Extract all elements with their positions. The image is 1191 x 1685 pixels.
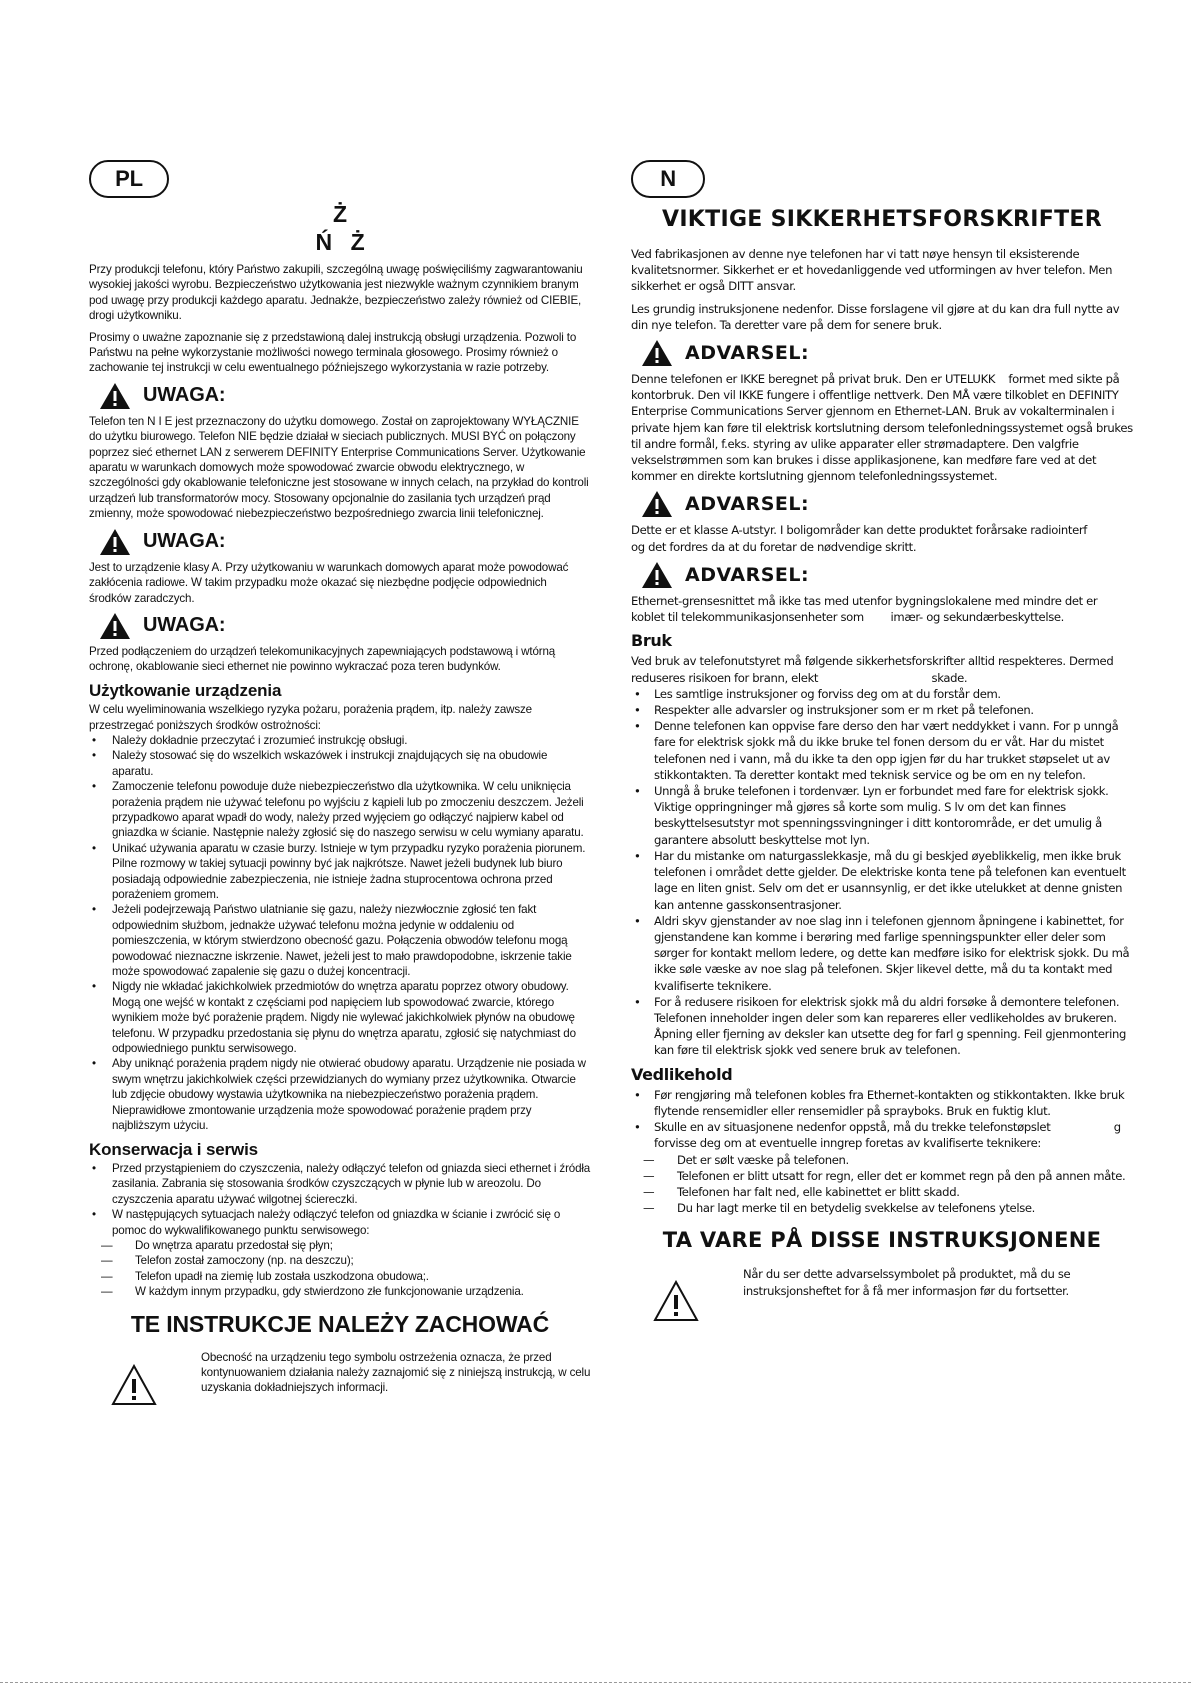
pl-usage-heading: Użytkowanie urządzenia — [89, 680, 282, 700]
list-item: • Les samtlige instruksjoner og forviss deg om at du forstår dem. — [631, 686, 1133, 702]
page-bottom-rule — [0, 1682, 1191, 1683]
pl-closing-title: TE INSTRUKCJE NALEŻY ZACHOWAĆ — [130, 1310, 550, 1337]
list-item: — Telefonen har falt ned, elle kabinettet er blitt skadd. — [631, 1184, 1133, 1200]
pl-usage-intro: W celu wyeliminowania wszelkiego ryzyka pożaru, porażenia prądem, itp. należy zawsze przestrzegać poniższych środków ostrożności: — [89, 703, 532, 732]
pl-main-title — [89, 200, 591, 256]
list-item: — Do wnętrza aparatu przedostał się płyn; — [89, 1238, 591, 1253]
pl-maintenance-heading: Konserwacja i serwis — [89, 1139, 258, 1159]
warning-label: UWAGA: — [143, 529, 226, 552]
pl-usage-list — [89, 733, 591, 1134]
no-symbol-note: Når du ser dette advarselssymbolet på produktet, må du se instruksjonsheftet for å få mer informasjon før du fortsetter. — [743, 1267, 1071, 1298]
pl-warning-text-2: Jest to urządzenie klasy A. Przy użytkowaniu w warunkach domowych aparat może powodować zakłócenia radiowe. W takim przypadku może okazać się niezbędne podjęcie odpowiednich środków zaradczych. — [89, 560, 569, 605]
list-item: • W następujących sytuacjach należy odłączyć telefon od gniazdka w ścianie i zwrócić się o pomoc do wykwalifikowanego punktu serwisowego: — [89, 1207, 591, 1238]
pl-maintenance-list — [89, 1161, 591, 1238]
pl-title-line-2: Ń Ż — [315, 229, 365, 255]
no-warning-heading-2 — [631, 490, 1133, 518]
list-item: — W każdym innym przypadku, gdy stwierdzono złe funkcjonowanie urządzenia. — [89, 1284, 591, 1299]
warning-triangle-icon — [99, 528, 131, 556]
warning-triangle-icon — [641, 490, 673, 518]
no-maintenance-sublist — [631, 1152, 1133, 1217]
list-item: • Før rengjøring må telefonen kobles fra Ethernet-kontakten og stikkontakten. Ikke bruk flytende rensemidler eller rensemidler på sprayboks. Bruk en fuktig klut. — [631, 1087, 1133, 1119]
warning-label: ADVARSEL: — [685, 563, 810, 586]
warning-label: UWAGA: — [143, 384, 226, 407]
warning-label: ADVARSEL: — [685, 493, 810, 516]
language-badge-pl: PL — [89, 160, 169, 198]
list-item: — Telefon został zamoczony (np. na deszczu); — [89, 1253, 591, 1268]
pl-warning-heading-2 — [89, 528, 591, 556]
no-main-title: VIKTIGE SIKKERHETSFORSKRIFTER — [662, 207, 1102, 232]
list-item: — Telefon upadł na ziemię lub została uszkodzona obudowa;. — [89, 1269, 591, 1284]
no-intro-paragraph-2: Les grundig instruksjonene nedenfor. Disse forslagene vil gjøre at du kan dra full nytte av din nye telefon. Ta deretter vare på dem for senere bruk. — [631, 301, 1120, 332]
list-item: • For å redusere risikoen for elektrisk sjokk må du aldri forsøke å demontere telefonen. Telefonen inneholder ingen deler som kan repareres eller vedlikeholdes av brukeren. Åpning eller fjerning av deksler kan utsette deg for farl g spenning. Feil gjenmontering kan føre til elektrisk sjokk ved senere bruk av telefonen. — [631, 994, 1133, 1059]
list-item: • Denne telefonen kan oppvise fare derso den har vært neddykket i vann. For p unngå fare for elektrisk sjokk må du ikke bruke tel fonen dersom du er våt. Har du mistet telefonen ned i vann, må du ikke ta den opp igjen før du har trukket støpselet ut av stikkontakten. Ta deretter kontakt med teknisk service og be om en ny telefon. — [631, 718, 1133, 783]
no-warning-heading-3 — [631, 561, 1133, 589]
list-item: • Zamoczenie telefonu powoduje duże niebezpieczeństwo dla użytkownika. W celu uniknięcia porażenia prądem nie używać telefonu po wyjściu z kąpieli lub po zmoczeniu deszczem. Jeżeli przypadkowo aparat wpadł do wody, należy przed wyjęciem go odłączyć najpierw kabel od gniazdka w ścianie. Następnie należy zgłosić się do naszego serwisu w celu wymiany aparatu. — [89, 779, 591, 841]
no-warning-text-3: Ethernet-grensesnittet må ikke tas med utenfor bygningslokalene med mindre det er koblet til telekommunikasjonsenheter som imær- og sekundærbeskyttelse. — [631, 593, 1101, 625]
list-item: — Du har lagt merke til en betydelig svekkelse av telefonens ytelse. — [631, 1200, 1133, 1216]
warning-outline-icon — [111, 1364, 157, 1406]
no-usage-intro: Ved bruk av telefonutstyret må følgende sikkerhetsforskrifter alltid respekteres. Dermed reduseres risikoen for brann, elekt skade. — [631, 654, 1117, 685]
warning-triangle-icon — [641, 561, 673, 589]
language-badge-n: N — [631, 160, 705, 198]
no-warning-text-2: Dette er et klasse A-utstyr. I boligområder kan dette produktet forårsake radiointerf og det fordres da at du foretar de nødvendige skritt. — [631, 523, 1121, 554]
warning-triangle-icon — [99, 382, 131, 410]
no-symbol-note-block — [631, 1266, 1133, 1322]
pl-warning-text-3: Przed podłączeniem do urządzeń telekomunikacyjnych zapewniających podstawową i wtórną ochronę, okablowanie sieci ethernet nie powinno wykraczać poza teren budynków. — [89, 644, 556, 674]
norwegian-column — [631, 160, 1137, 1322]
list-item: • Należy dokładnie przeczytać i zrozumieć instrukcję obsługi. — [89, 733, 591, 748]
list-item: — Det er sølt væske på telefonen. — [631, 1152, 1133, 1168]
pl-warning-heading-1 — [89, 382, 591, 410]
list-item: • Unngå å bruke telefonen i tordenvær. Lyn er forbundet med fare for elektrisk sjokk. Viktige oppringninger må gjøres så korte som mulig. S lv om det kan finnes beskyttelsesutstyr mot spenningssvingninger i ditt kontorområde, er det umulig å garantere absolutt beskyttelse mot lyn. — [631, 783, 1133, 848]
pl-intro-paragraph-1: Przy produkcji telefonu, który Państwo zakupili, szczególną uwagę poświęciliśmy zagwarantowaniu wysokiej jakości wyrobu. Bezpieczeństwo użytkowania jest niezwykle ważnym czynnikiem branym pod uwagę przy produkcji każdego aparatu. Jednakże, bezpieczeństwo zależy również od CIEBIE, drogi użytkowniku. — [89, 263, 583, 323]
list-item: • Aldri skyv gjenstander av noe slag inn i telefonen gjennom åpningene i kabinettet, for gjenstandene kan komme i berøring med farlige spenningspunkter eller deler som sørger for kontakt mellom ledere, og dette kan medføre isiko for elektrisk sjokk. Du må ikke søle væske av noe slag på telefonen. Skjer likevel dette, må du ta kontakt med kvalifiserte teknikere. — [631, 913, 1133, 994]
list-item: • Har du mistanke om naturgasslekkasje, må du gi beskjed øyeblikkelig, men ikke bruk telefonen i området dette gjelder. De elektriske konta tene på telefonen kan eventuelt lage en liten gnist. Selv om det er usannsynlig, er det ikke utelukket at denne gnisten kan antenne gasskonsentrasjoner. — [631, 848, 1133, 913]
pl-maintenance-sublist — [89, 1238, 591, 1300]
warning-triangle-icon — [99, 612, 131, 640]
warning-label: UWAGA: — [143, 614, 226, 637]
no-intro-paragraph-1: Ved fabrikasjonen av denne nye telefonen har vi tatt nøye hensyn til eksisterende kvalitetsnormer. Sikkerhet er et hovedanliggende ved utformingen av hver telefon. Men sikkerhet er også DITT ansvar. — [631, 247, 1113, 294]
no-maintenance-heading: Vedlikehold — [631, 1064, 733, 1084]
warning-triangle-icon — [641, 339, 673, 367]
no-warning-heading-1 — [631, 339, 1133, 367]
list-item: • Przed przystąpieniem do czyszczenia, należy odłączyć telefon od gniazda sieci ethernet i źródła zasilania. Zabrania się stosowania środków czyszczących w płynie lub w areozolu. Do czyszczenia aparatu używać wilgotnej ściereczki. — [89, 1161, 591, 1207]
warning-label: ADVARSEL: — [685, 341, 810, 364]
list-item: • Skulle en av situasjonene nedenfor oppstå, må du trekke telefonstøpslet g forvisse deg om at eventuelle inngrep foretas av kvalifiserte teknikere: — [631, 1119, 1133, 1151]
no-closing-title: TA VARE PÅ DISSE INSTRUKSJONENE — [662, 1228, 1102, 1253]
list-item: • Nigdy nie wkładać jakichkolwiek przedmiotów do wnętrza aparatu poprzez otwory obudowy. Mogą one wejść w kontakt z częściami pod napięciem lub spowodować zwarcie, którego wynikiem może być porażenie prądem. Nigdy nie wylewać jakichkolwiek płynów na obudowę telefonu. W przypadku przedostania się płynu do wnętrza aparatu, zgłosić się natychmiast do odpowiedniego punktu serwisowego. — [89, 979, 591, 1056]
polish-column — [89, 160, 591, 1406]
no-warning-text-1: Denne telefonen er IKKE beregnet på privat bruk. Den er UTELUKK formet med sikte på kontorbruk. Den vil IKKE fungere i offentlige nettverk. Den MÅ være tilkoblet en DEFINITY Enterprise Communications Server gjennom en Ethernet-LAN. Bruk av vokalterminalen i private hjem kan føre til elektrisk kortslutning dersom telefonledningssystemet også brukes til andre formål, f.eks. styring av ulike apparater eller strømadaptere. Den valgfrie vekselstrømmen som kan brukes i disse applikasjonene, kan medføre fare ved at det kommer en direkte kortslutning gjennom telefonledningssystemet. — [631, 372, 1137, 484]
warning-outline-icon — [653, 1280, 699, 1322]
no-usage-heading: Bruk — [631, 631, 672, 651]
list-item: — Telefonen er blitt utsatt for regn, eller det er kommet regn på den på annen måte. — [631, 1168, 1133, 1184]
pl-warning-heading-3 — [89, 612, 591, 640]
pl-warning-text-1: Telefon ten N I E jest przeznaczony do użytku domowego. Został on zaprojektowany WYŁĄCZNIE do użytku biurowego. Telefon NIE będzie działał w sieciach publicznych. MUSI BYĆ on połączony poprzez sieć ethernet LAN z serwerem DEFINITY Enterprise Communications Server. Użytkowanie aparatu w warunkach domowych może spowodować zwarcie obwodu elektrycznego, w szczególności gdy okablowanie telefoniczne jest stosowane w innych celach, na przykład do kontroli urządzeń lub transformatorów mocy. Stosowany opcjonalnie do zasilania tych urządzeń prąd zmienny, może spowodować niebezpieczeństwo bezpośredniego zwarcia linii telefonicznej. — [89, 414, 589, 521]
list-item: • Aby uniknąć porażenia prądem nigdy nie otwierać obudowy aparatu. Urządzenie nie posiada w swym wnętrzu jakichkolwiek części przewidzianych do wymiany przez użytkownika. Otwarcie lub zdjęcie obudowy wystawia użytkownika na niebezpieczeństwo porażenia prądem. Nieprawidłowe zmontowanie urządzenia może spowodować porażenie prądem przy najbliższym użyciu. — [89, 1056, 591, 1133]
list-item: • Respekter alle advarsler og instruksjoner som er m rket på telefonen. — [631, 702, 1133, 718]
list-item: • Unikać używania aparatu w czasie burzy. Istnieje w tym przypadku ryzyko porażenia piorunem. Pilne rozmowy w takiej sytuacji powinny być jak najkrótsze. Nawet jeżeli budynek lub biuro posiadają odpowiednie zabezpieczenia, nie istnieje żadna stuprocentowa ochrona przed porażeniem gromem. — [89, 841, 591, 903]
list-item: • Należy stosować się do wszelkich wskazówek i instrukcji znajdujących się na obudowie aparatu. — [89, 748, 591, 779]
list-item: • Jeżeli podejrzewają Państwo ulatnianie się gazu, należy niezwłocznie zgłosić ten fakt odpowiednim służbom, jednakże używać telefonu można jedynie w oddaleniu od pomieszczenia, w którym stwierdzono obecność gazu. Połączenia obwodów telefonu mogą powodować nieznaczne iskrzenie. Nawet, jeżeli jest to mało prawdopodobne, iskrzenie takie może spowodować zapalenie się gazu o dużej koncentracji. — [89, 902, 591, 979]
pl-title-line-1: Ż — [333, 201, 347, 227]
no-usage-list — [631, 686, 1133, 1059]
pl-intro-paragraph-2: Prosimy o uważne zapoznanie się z przedstawioną dalej instrukcją obsługi urządzenia. Pozwoli to Państwu na pełne wykorzystanie możliwości nowego terminala głosowego. Prosimy również o zachowanie tej instrukcji w celu ewentualnego późniejszego wykorzystania w razie potrzeby. — [89, 330, 577, 375]
no-maintenance-list — [631, 1087, 1133, 1152]
pl-symbol-note-block — [89, 1350, 591, 1406]
pl-symbol-note: Obecność na urządzeniu tego symbolu ostrzeżenia oznacza, że przed kontynuowaniem działania należy zaznajomić się z niniejszą instrukcją, w celu uzyskania dokładniejszych informacji. — [201, 1350, 591, 1395]
